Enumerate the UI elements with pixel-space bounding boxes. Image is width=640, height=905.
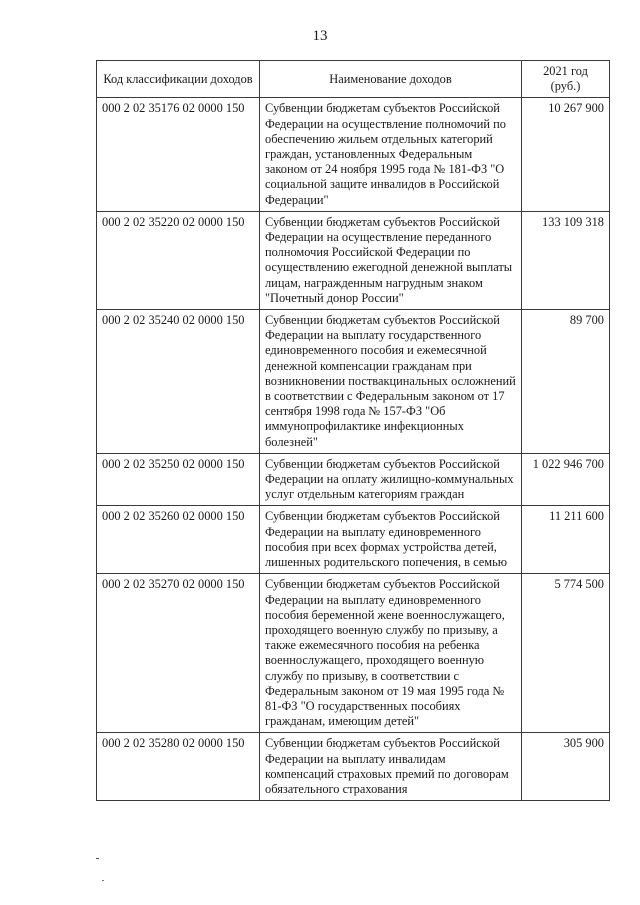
revenue-name: Субвенции бюджетам субъектов Российской Федерации на выплату инвалидам компенсаций страховых премий по договорам обязательного страхования: [260, 733, 522, 801]
classification-code: 000 2 02 35280 02 0000 150: [97, 733, 260, 801]
classification-code: 000 2 02 35250 02 0000 150: [97, 453, 260, 506]
table-body: [97, 98, 610, 801]
revenue-name: Субвенции бюджетам субъектов Российской Федерации на выплату единовременного пособия беременной жене военнослужащего, проходящего военную службу по призыву, а также ежемесячного пособия на ребенка военнослужащего, проходящего военную службу по призыву, в соответствии с Федеральным законом от 19 мая 1995 года № 81-ФЗ "О государственных пособиях гражданам, имеющим детей": [260, 574, 522, 733]
revenue-amount: 5 774 500: [522, 574, 610, 733]
classification-code: 000 2 02 35176 02 0000 150: [97, 98, 260, 211]
table-row: [97, 574, 610, 733]
revenue-amount: 10 267 900: [522, 98, 610, 211]
revenue-table: [96, 60, 610, 801]
header-code: Код классификации доходов: [97, 61, 260, 98]
header-name: Наименование доходов: [260, 61, 522, 98]
scan-artifact: [102, 880, 104, 881]
table-row: [97, 506, 610, 574]
table-row: [97, 310, 610, 454]
revenue-name: Субвенции бюджетам субъектов Российской Федерации на осуществление переданного полномочия Российской Федерации по осуществлению ежегодной денежной выплаты лицам, награжденным нагрудным знаком "Почетный донор России": [260, 211, 522, 309]
classification-code: 000 2 02 35240 02 0000 150: [97, 310, 260, 454]
classification-code: 000 2 02 35220 02 0000 150: [97, 211, 260, 309]
revenue-amount: 11 211 600: [522, 506, 610, 574]
header-row: [97, 61, 610, 98]
revenue-name: Субвенции бюджетам субъектов Российской Федерации на осуществление полномочий по обеспечению жильем отдельных категорий граждан, установленных Федеральным законом от 24 ноября 1995 года № 181-ФЗ "О социальной защите инвалидов в Российской Федерации": [260, 98, 522, 211]
revenue-amount: 1 022 946 700: [522, 453, 610, 506]
table-row: [97, 211, 610, 309]
scan-artifact: [96, 858, 99, 859]
revenue-name: Субвенции бюджетам субъектов Российской Федерации на оплату жилищно-коммунальных услуг отдельным категориям граждан: [260, 453, 522, 506]
table-header: [97, 61, 610, 98]
classification-code: 000 2 02 35270 02 0000 150: [97, 574, 260, 733]
revenue-amount: 305 900: [522, 733, 610, 801]
revenue-name: Субвенции бюджетам субъектов Российской Федерации на выплату единовременного пособия при всех формах устройства детей, лишенных родительского попечения, в семью: [260, 506, 522, 574]
header-amount: 2021 год (руб.): [522, 61, 610, 98]
revenue-name: Субвенции бюджетам субъектов Российской Федерации на выплату государственного единовременного пособия и ежемесячной денежной компенсации гражданам при возникновении поствакцинальных осложнений в соответствии с Федеральным законом от 17 сентября 1998 года № 157-ФЗ "Об иммунопрофилактике инфекционных болезней": [260, 310, 522, 454]
page-number: 13: [312, 28, 328, 44]
classification-code: 000 2 02 35260 02 0000 150: [97, 506, 260, 574]
revenue-amount: 89 700: [522, 310, 610, 454]
table-row: [97, 98, 610, 211]
table-row: [97, 453, 610, 506]
table-row: [97, 733, 610, 801]
revenue-amount: 133 109 318: [522, 211, 610, 309]
